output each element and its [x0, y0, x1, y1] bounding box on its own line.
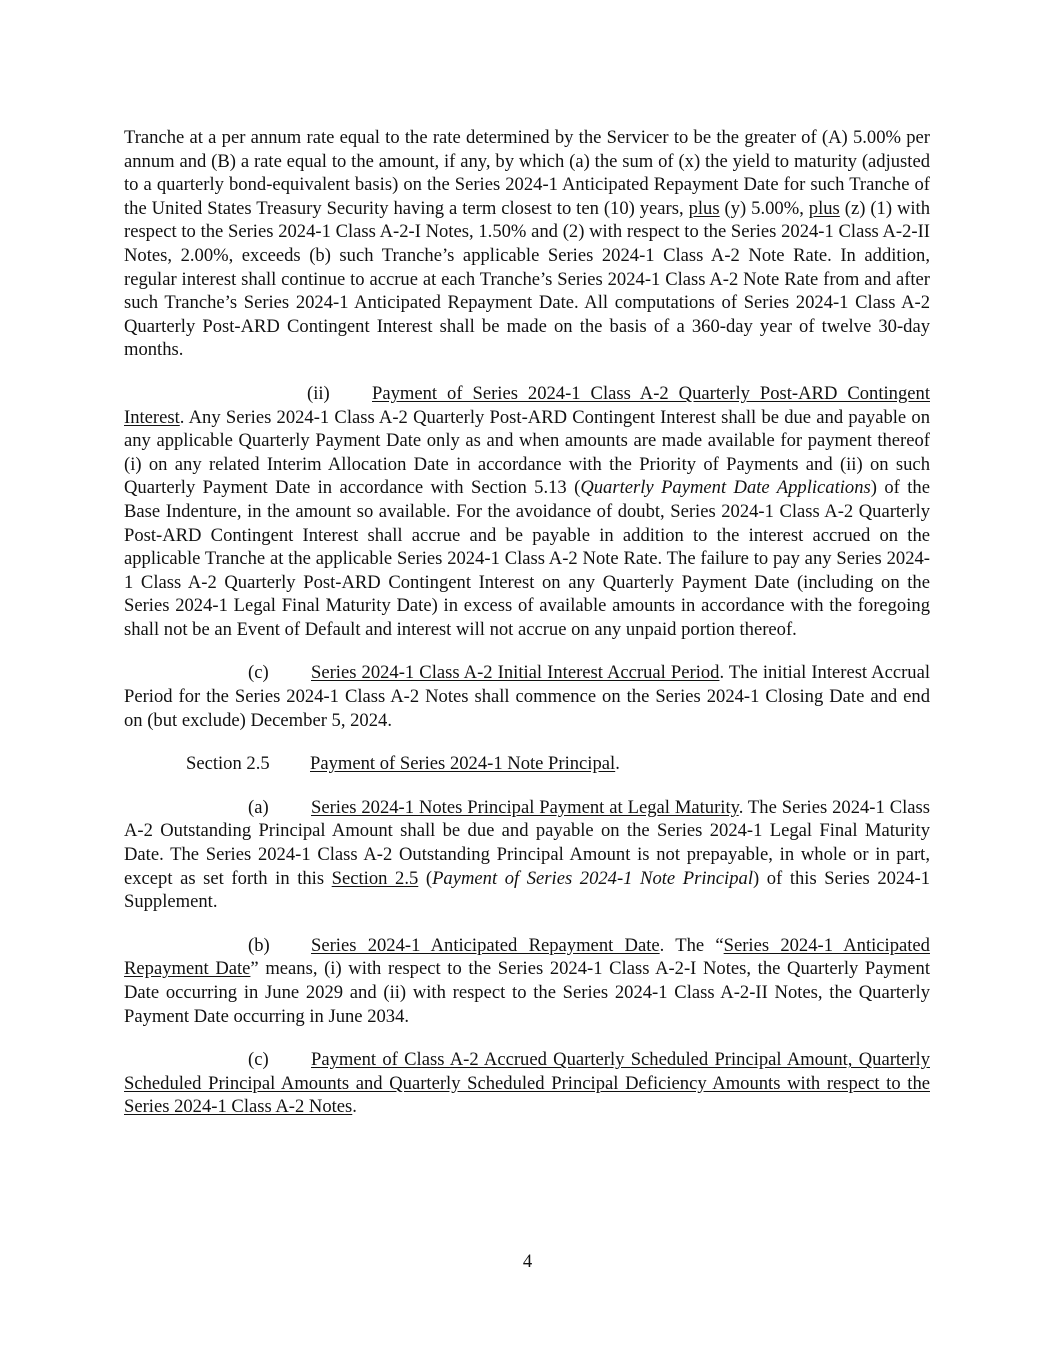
emphasis-plus: plus [808, 197, 840, 219]
item-number: (b) [248, 934, 270, 956]
text-run: ) of the Base Indenture, in the amount so available. For the avoidance of doubt, Series 2024-1 Class A-2 Quarterly Post-ARD Contingent Interest shall accrue and be payable in addition to the interest accrued on the applicable Tranche at the applicable Series 2024-1 Class A-2 Note Rate. The failure to pay any Series 2024-1 Class A-2 Quarterly Post-ARD Contingent Interest on any Quarterly Payment Date (including on the Series 2024-1 Legal Final Maturity Date) in excess of available amounts in accordance with the foregoing shall not be an Event of Default and interest will not accrue on any unpaid portion thereof. [124, 477, 930, 640]
defined-term: Series 2024-1 Anticipated Repayment Date [124, 934, 930, 980]
item-heading: Series 2024-1 Anticipated Repayment Date [311, 934, 660, 956]
document-page [124, 126, 930, 1139]
text-run: Tranche at a per annum rate equal to the rate determined by the Servicer to be the greater of (A) 5.00% per annum and (B) a rate equal to the amount, if any, by which (a) the sum of (x) the yield to maturity (adjusted to a quarterly bond-equivalent basis) on the Series 2024-1 Anticipated Repayment Date for such Tranche of the United States Treasury Security having a term closest to ten (10) years, [124, 127, 930, 219]
paragraph-c-scheduled-principal [124, 1048, 930, 1119]
item-number: (a) [248, 796, 269, 818]
section-reference: Section 2.5 [331, 867, 419, 889]
paragraph-contingent-interest-rate [124, 126, 930, 362]
page-number: 4 [522, 1251, 533, 1272]
italic-reference: Quarterly Payment Date Applications [580, 477, 871, 499]
paragraph-b-anticipated-repayment-date [124, 934, 930, 1028]
item-heading: Series 2024-1 Notes Principal Payment at Legal Maturity [311, 796, 739, 818]
section-heading [186, 752, 930, 776]
item-heading: Payment of Class A-2 Accrued Quarterly Scheduled Principal Amount, Quarterly Scheduled Principal Amounts and Quarterly Scheduled Principal Deficiency Amounts with respect to the Series 2024-1 Class A-2 Notes [124, 1049, 930, 1118]
emphasis-plus: plus [688, 197, 720, 219]
text-run: (z) (1) with respect to the Series 2024-1 Class A-2-I Notes, 1.50% and (2) with respect to the Series 2024-1 Class A-2-II Notes, 2.00%, exceeds (b) such Tranche’s applicable Series 2024-1 Class A-2 Note Rate. In addition, regular interest shall continue to accrue at each Tranche’s Series 2024-1 Class A-2 Note Rate from and after such Tranche’s Series 2024-1 Anticipated Repayment Date. All computations of Series 2024-1 Class A-2 Quarterly Post-ARD Contingent Interest shall be made on the basis of a 360-day year of twelve 30-day months. [124, 197, 931, 361]
text-run: ) of this Series 2024-1 Supplement. [124, 867, 930, 913]
item-number: (c) [248, 1049, 269, 1071]
paragraph-ii-payment-contingent-interest [124, 382, 930, 642]
text-run: . Any Series 2024-1 Class A-2 Quarterly Post-ARD Contingent Interest shall be due and payable on any applicable Quarterly Payment Date only as and when amounts are made available for payment thereof (i) on any related Interim Allocation Date in accordance with the Priority of Payments and (ii) on such Quarterly Payment Date in accordance with Section 5.13 ( [124, 406, 930, 499]
item-number: (c) [248, 662, 269, 684]
text-run: . The “ [659, 934, 724, 956]
text-run: ( [418, 867, 433, 889]
item-heading: Payment of Series 2024-1 Class A-2 Quarterly Post-ARD Contingent Interest [124, 382, 930, 428]
item-number: (ii) [307, 382, 330, 404]
paragraph-c-initial-accrual-period [124, 661, 930, 732]
item-heading: Series 2024-1 Class A-2 Initial Interest Accrual Period [311, 662, 720, 684]
text-run: ” means, (i) with respect to the Series 2024-1 Class A-2-I Notes, the Quarterly Payment Date occurring in June 2029 and (ii) with respect to the Series 2024-1 Class A-2-II Notes, the Quarterly Payment Date occurring in June 2034. [124, 958, 930, 1027]
section-number: Section 2.5 [186, 753, 270, 775]
text-run: . [352, 1096, 357, 1118]
text-run: (y) 5.00%, [724, 197, 804, 219]
section-title: Payment of Series 2024-1 Note Principal [310, 753, 616, 775]
text-run: . [615, 753, 620, 775]
text-run: . The Series 2024-1 Class A-2 Outstanding Principal Amount shall be due and payable on the Series 2024-1 Legal Final Maturity Date. The Series 2024-1 Class A-2 Outstanding Principal Amount is not prepayable, in whole or in part, except as set forth in this [124, 796, 930, 889]
text-run: . The initial Interest Accrual Period for the Series 2024-1 Class A-2 Notes shall commence on the Series 2024-1 Closing Date and end on (but exclude) December 5, 2024. [124, 662, 931, 731]
paragraph-a-legal-maturity [124, 796, 930, 914]
italic-reference: Payment of Series 2024-1 Note Principal [432, 867, 753, 889]
